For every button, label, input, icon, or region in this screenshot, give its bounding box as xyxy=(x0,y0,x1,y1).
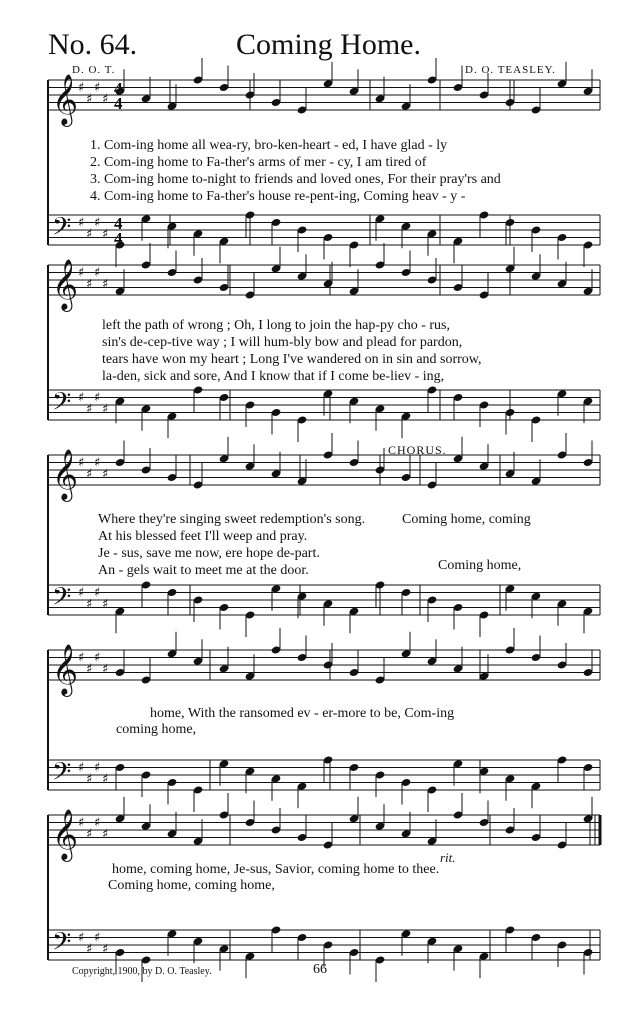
key-signature-sharp: ♯ xyxy=(86,826,93,842)
lyric-line: 2. Com-ing home to Fa-ther's arms of mer - cy, I am tired of xyxy=(90,155,427,170)
key-signature-sharp: ♯ xyxy=(86,91,93,107)
lyric-line: home, coming home, Je-sus, Savior, coming home to thee. xyxy=(112,862,440,877)
key-signature-sharp: ♯ xyxy=(78,390,85,406)
key-signature-sharp: ♯ xyxy=(86,771,93,787)
key-signature-sharp: ♯ xyxy=(78,455,85,471)
key-signature-sharp: ♯ xyxy=(94,815,101,831)
clef-symbol: 𝄢 xyxy=(52,757,72,793)
key-signature-sharp: ♯ xyxy=(94,585,101,601)
key-signature-sharp: ♯ xyxy=(102,276,109,292)
key-signature-sharp: ♯ xyxy=(102,466,109,482)
copyright: Copyright, 1900, by D. O. Teasley. xyxy=(72,966,212,977)
lyric-line: left the path of wrong ; Oh, I long to join the hap-py cho - rus, xyxy=(102,318,450,333)
key-signature-sharp: ♯ xyxy=(78,650,85,666)
chorus-lyric-lower: Coming home, xyxy=(438,558,522,573)
key-signature-sharp: ♯ xyxy=(94,760,101,776)
key-signature-sharp: ♯ xyxy=(86,941,93,957)
clef-symbol: 𝄢 xyxy=(52,387,72,423)
key-signature-sharp: ♯ xyxy=(94,80,101,96)
key-signature-sharp: ♯ xyxy=(94,455,101,471)
key-signature-sharp: ♯ xyxy=(86,276,93,292)
clef-symbol: 𝄞 xyxy=(52,809,79,860)
key-signature-sharp: ♯ xyxy=(78,265,85,281)
key-signature-sharp: ♯ xyxy=(102,826,109,842)
key-signature-sharp: ♯ xyxy=(86,596,93,612)
clef-symbol: 𝄞 xyxy=(52,449,79,500)
hymn-title: Coming Home. xyxy=(236,28,421,61)
key-signature-sharp: ♯ xyxy=(94,390,101,406)
clef-symbol: 𝄢 xyxy=(52,212,72,248)
lyric-line: coming home, xyxy=(116,722,197,737)
time-signature: 4 xyxy=(114,214,123,233)
clef-symbol: 𝄞 xyxy=(52,644,79,695)
clef-symbol: 𝄢 xyxy=(52,927,72,963)
key-signature-sharp: ♯ xyxy=(94,650,101,666)
key-signature-sharp: ♯ xyxy=(78,585,85,601)
time-signature: 4 xyxy=(114,229,123,248)
hymn-number: No. 64. xyxy=(48,28,138,61)
words-credit: D. O. TEASLEY. xyxy=(465,64,556,76)
key-signature-sharp: ♯ xyxy=(102,661,109,677)
lyric-line: tears have won my heart ; Long I've wandered on in sin and sorrow, xyxy=(102,352,482,367)
lyric-line: la-den, sick and sore, And I know that if I come be-liev - ing, xyxy=(102,369,445,384)
key-signature-sharp: ♯ xyxy=(102,401,109,417)
key-signature-sharp: ♯ xyxy=(102,226,109,242)
key-signature-sharp: ♯ xyxy=(78,80,85,96)
lyric-line: Where they're singing sweet redemption's song. xyxy=(98,512,366,527)
lyric-line: An - gels wait to meet me at the door. xyxy=(98,563,309,578)
key-signature-sharp: ♯ xyxy=(78,815,85,831)
page-number: 66 xyxy=(313,962,327,977)
time-signature: 4 xyxy=(114,79,123,98)
key-signature-sharp: ♯ xyxy=(86,226,93,242)
key-signature-sharp: ♯ xyxy=(94,265,101,281)
lyric-line: Je - sus, save me now, ere hope de-part. xyxy=(98,546,320,561)
lyric-line: 3. Com-ing home to-night to friends and loved ones, For their pray'rs and xyxy=(90,172,501,187)
lyric-line: home, With the ransomed ev - er-more to be, Com-ing xyxy=(150,706,455,721)
key-signature-sharp: ♯ xyxy=(86,401,93,417)
time-signature: 4 xyxy=(114,94,123,113)
key-signature-sharp: ♯ xyxy=(102,91,109,107)
clef-symbol: 𝄢 xyxy=(52,582,72,618)
key-signature-sharp: ♯ xyxy=(78,760,85,776)
key-signature-sharp: ♯ xyxy=(86,466,93,482)
key-signature-sharp: ♯ xyxy=(102,941,109,957)
music-credit: D. O. T. xyxy=(72,64,116,76)
key-signature-sharp: ♯ xyxy=(78,215,85,231)
chorus-label: CHORUS. xyxy=(388,443,447,457)
clef-symbol: 𝄞 xyxy=(52,259,79,310)
key-signature-sharp: ♯ xyxy=(86,661,93,677)
ritardando-mark: rit. xyxy=(440,850,456,865)
key-signature-sharp: ♯ xyxy=(94,930,101,946)
key-signature-sharp: ♯ xyxy=(102,771,109,787)
lyric-line: sin's de-cep-tive way ; I will hum-bly bow and plead for pardon, xyxy=(102,335,463,350)
lyric-line: 1. Com-ing home all wea-ry, bro-ken-heart - ed, I have glad - ly xyxy=(90,138,448,153)
key-signature-sharp: ♯ xyxy=(94,215,101,231)
lyric-line: 4. Com-ing home to Fa-ther's house re-pent-ing, Coming heav - y - xyxy=(90,189,466,204)
key-signature-sharp: ♯ xyxy=(102,596,109,612)
lyric-line: Coming home, coming home, xyxy=(108,878,275,893)
lyric-line: At his blessed feet I'll weep and pray. xyxy=(98,529,308,544)
clef-symbol: 𝄞 xyxy=(52,74,79,125)
chorus-lyric-upper: Coming home, coming xyxy=(402,512,531,527)
key-signature-sharp: ♯ xyxy=(78,930,85,946)
